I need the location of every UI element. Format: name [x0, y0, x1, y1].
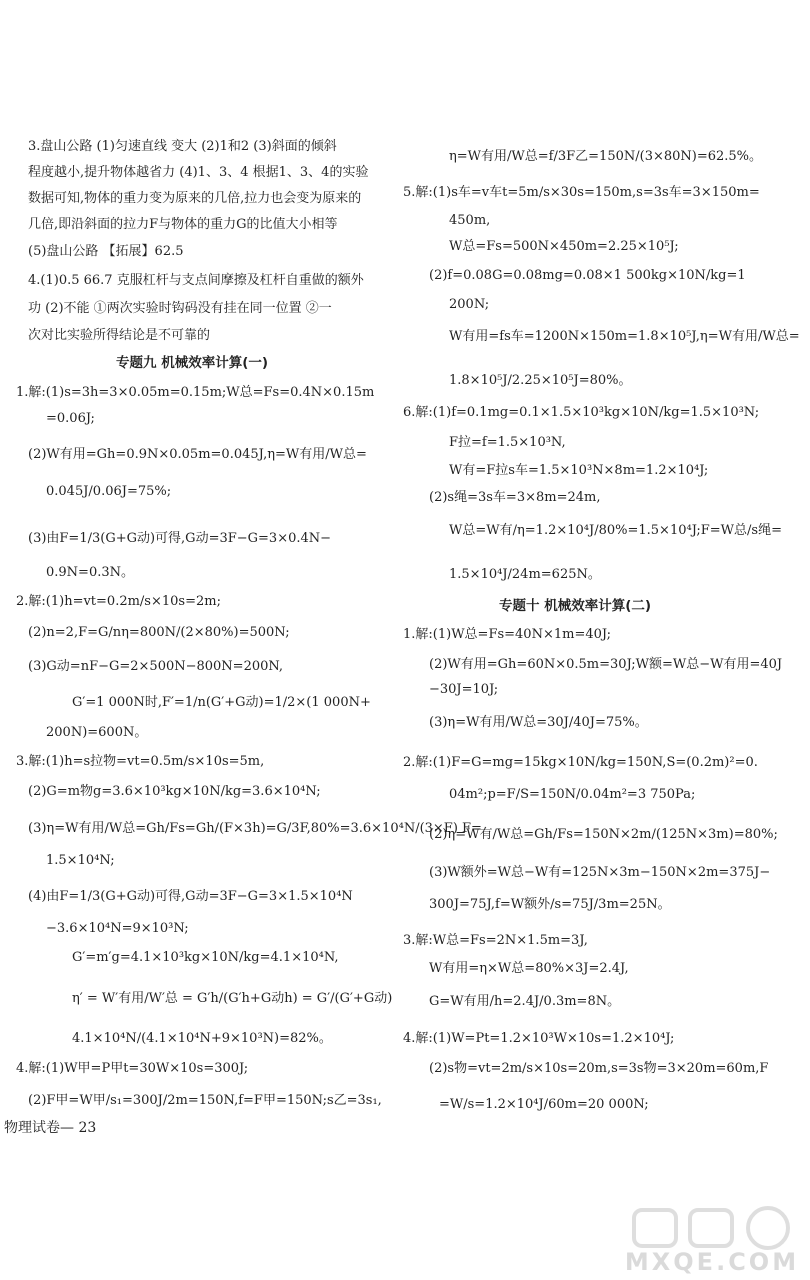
text-line: (3)η=W有用/W总=Gh/Fs=Gh/(F×3h)=G/3F,80%=3.6×10⁴N/(3×F) F= [28, 821, 482, 836]
text-line: W总=W有/η=1.2×10⁴J/80%=1.5×10⁴J;F=W总/s绳= [449, 523, 782, 538]
text-line: W有用=fs车=1200N×150m=1.8×10⁵J,η=W有用/W总= [449, 329, 800, 344]
text-line: (2)f=0.08G=0.08mg=0.08×1 500kg×10N/kg=1 [429, 268, 746, 283]
text-line: 3.盘山公路 (1)匀速直线 变大 (2)1和2 (3)斜面的倾斜 [28, 139, 337, 154]
text-line: 1.5×10⁴J/24m=625N。 [449, 567, 601, 582]
text-line: (2)G=m物g=3.6×10³kg×10N/kg=3.6×10⁴N; [28, 784, 321, 799]
text-line: (2)n=2,F=G/nη=800N/(2×80%)=500N; [28, 625, 290, 640]
text-line: (4)由F=1/3(G+G动)可得,G动=3F−G=3×1.5×10⁴N [28, 889, 353, 904]
text-line: (2)W有用=Gh=60N×0.5m=30J;W额=W总−W有用=40J [429, 657, 783, 672]
text-line: 1.5×10⁴N; [46, 853, 115, 868]
text-line: 300J=75J,f=W额外/s=75J/3m=25N。 [429, 897, 671, 912]
text-line: =W/s=1.2×10⁴J/60m=20 000N; [439, 1097, 649, 1112]
text-line: 2.解:(1)F=G=mg=15kg×10N/kg=150N,S=(0.2m)²=0. [403, 755, 758, 770]
text-line: 04m²;p=F/S=150N/0.04m²=3 750Pa; [449, 787, 696, 802]
text-line: η′ = W′有用/W′总 = G′h/(G′h+G动h) = G′/(G′+G动) [72, 991, 393, 1006]
text-line: 200N)=600N。 [46, 725, 148, 740]
text-line: (3)W额外=W总−W有=125N×3m−150N×2m=375J− [429, 865, 771, 880]
text-line: 程度越小,提升物体越省力 (4)1、3、4 根据1、3、4的实验 [28, 165, 369, 180]
text-line: 0.9N=0.3N。 [46, 565, 134, 580]
section-heading: 专题九 机械效率计算(一) [116, 355, 269, 371]
text-line: 5.解:(1)s车=v车t=5m/s×30s=150m,s=3s车=3×150m= [403, 185, 760, 200]
text-line: η=W有用/W总=f/3F乙=150N/(3×80N)=62.5%。 [449, 149, 763, 164]
text-line: 几倍,即沿斜面的拉力F与物体的重力G的比值大小相等 [28, 217, 338, 232]
text-line: 功 (2)不能 ①两次实验时钩码没有挂在同一位置 ②一 [28, 301, 332, 316]
text-line: 2.解:(1)h=vt=0.2m/s×10s=2m; [16, 594, 221, 609]
text-line: =0.06J; [46, 411, 95, 426]
text-line: 1.8×10⁵J/2.25×10⁵J=80%。 [449, 373, 632, 388]
text-line: 3.解:W总=Fs=2N×1.5m=3J, [403, 933, 588, 948]
text-line: 3.解:(1)h=s拉物=vt=0.5m/s×10s=5m, [16, 754, 265, 769]
text-line: 1.解:(1)s=3h=3×0.05m=0.15m;W总=Fs=0.4N×0.15m [16, 385, 375, 400]
text-line: (3)由F=1/3(G+G动)可得,G动=3F−G=3×0.4N− [28, 531, 332, 546]
text-line: W有=F拉s车=1.5×10³N×8m=1.2×10⁴J; [449, 463, 709, 478]
text-line: −30J=10J; [429, 682, 499, 697]
text-line: −3.6×10⁴N=9×10³N; [46, 921, 189, 936]
text-line: 6.解:(1)f=0.1mg=0.1×1.5×10³kg×10N/kg=1.5×10³N; [403, 405, 760, 420]
text-line: 4.解:(1)W=Pt=1.2×10³W×10s=1.2×10⁴J; [403, 1031, 675, 1046]
text-line: (2)s物=vt=2m/s×10s=20m,s=3s物=3×20m=60m,F [429, 1061, 769, 1076]
text-line: 数据可知,物体的重力变为原来的几倍,拉力也会变为原来的 [28, 191, 362, 206]
text-line: (3)G动=nF−G=2×500N−800N=200N, [28, 659, 284, 674]
text-line: W有用=η×W总=80%×3J=2.4J, [429, 961, 629, 976]
watermark-text: MXQE.COM [624, 1248, 800, 1276]
text-line: (2)η=W有/W总=Gh/Fs=150N×2m/(125N×3m)=80%; [429, 827, 778, 842]
text-line: (2)W有用=Gh=0.9N×0.05m=0.045J,η=W有用/W总= [28, 447, 367, 462]
text-line: 450m, [449, 213, 491, 228]
section-heading: 专题十 机械效率计算(二) [499, 598, 652, 614]
text-line: (5)盘山公路 【拓展】62.5 [28, 244, 184, 259]
text-line: G=W有用/h=2.4J/0.3m=8N。 [429, 994, 621, 1009]
text-line: (3)η=W有用/W总=30J/40J=75%。 [429, 715, 648, 730]
right-column [403, 0, 803, 1280]
text-line: 200N; [449, 297, 490, 312]
text-line: G′=1 000N时,F′=1/n(G′+G动)=1/2×(1 000N+ [72, 695, 371, 710]
text-line: 4.(1)0.5 66.7 克服杠杆与支点间摩擦及杠杆自重做的额外 [28, 273, 364, 288]
text-line: 次对比实验所得结论是不可靠的 [28, 328, 211, 343]
text-line: F拉=f=1.5×10³N, [449, 435, 566, 450]
text-line: (2)s绳=3s车=3×8m=24m, [429, 490, 601, 505]
text-line: (2)F甲=W甲/s₁=300J/2m=150N,f=F甲=150N;s乙=3s₁, [28, 1093, 382, 1108]
text-line: 0.045J/0.06J=75%; [46, 484, 172, 499]
watermark-graphic [622, 1204, 802, 1252]
text-line: W总=Fs=500N×450m=2.25×10⁵J; [449, 239, 679, 254]
text-line: G′=m′g=4.1×10³kg×10N/kg=4.1×10⁴N, [72, 950, 339, 965]
watermark-logo [622, 1204, 802, 1276]
text-line: 4.1×10⁴N/(4.1×10⁴N+9×10³N)=82%。 [72, 1031, 332, 1046]
text-line: 1.解:(1)W总=Fs=40N×1m=40J; [403, 627, 611, 642]
text-line: 4.解:(1)W甲=P甲t=30W×10s=300J; [16, 1061, 249, 1076]
page-footer: 物理试卷— 23 [4, 1120, 97, 1136]
